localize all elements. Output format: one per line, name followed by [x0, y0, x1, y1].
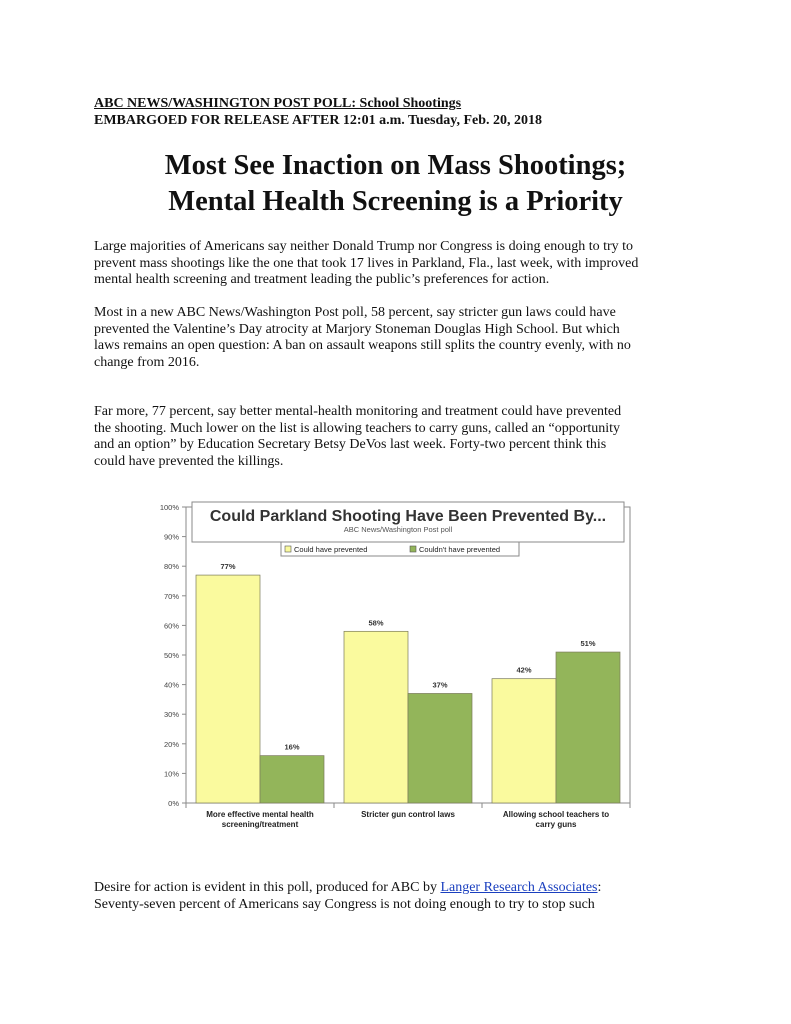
- paragraph-punctuation: :: [597, 880, 602, 895]
- paragraph-line: Large majorities of Americans say neither Donald Trump nor Congress is doing enough to try to: [94, 239, 634, 254]
- y-tick-label: 70%: [163, 591, 179, 601]
- y-tick-label: 20%: [163, 739, 179, 749]
- paragraph-line: Far more, 77 percent, say better mental-health monitoring and treatment could have prevented: [94, 404, 622, 419]
- paragraph-2: [94, 305, 709, 371]
- y-tick-label: 80%: [163, 562, 179, 572]
- y-tick-label: 60%: [163, 621, 179, 631]
- paragraph-line: Most in a new ABC News/Washington Post poll, 58 percent, say stricter gun laws could have: [94, 305, 616, 320]
- headline-line-1: Most See Inaction on Mass Shootings;: [164, 150, 627, 181]
- y-tick-label: 0%: [168, 799, 179, 808]
- embargo-line: EMBARGOED FOR RELEASE AFTER 12:01 a.m. Tuesday, Feb. 20, 2018: [94, 113, 543, 128]
- paragraph-line: prevented the Valentine’s Day atrocity at Marjory Stoneman Douglas High School. But which: [94, 321, 620, 337]
- bar: [556, 652, 620, 803]
- x-category-label: carry guns: [535, 820, 577, 829]
- paragraph-line: change from 2016.: [94, 354, 200, 370]
- langer-research-link[interactable]: Langer Research Associates: [440, 880, 598, 895]
- bar: [408, 693, 472, 803]
- paragraph-line: could have prevented the killings.: [94, 453, 284, 469]
- chart-title: Could Parkland Shooting Have Been Prevented By...: [209, 508, 607, 525]
- chart-subtitle: ABC News/Washington Post poll: [343, 525, 453, 534]
- paragraph-4: [94, 880, 709, 913]
- y-tick-label: 90%: [163, 532, 179, 542]
- paragraph-line: Seventy-seven percent of Americans say Congress is not doing enough to try to stop such: [94, 896, 595, 912]
- bar-value-label: 37%: [432, 680, 448, 690]
- x-category-label: Allowing school teachers to: [502, 810, 610, 819]
- legend-swatch: [285, 546, 291, 552]
- paragraph-line: laws remains an open question: A ban on assault weapons still splits the country evenly, with no: [94, 338, 631, 353]
- paragraph-line: Desire for action is evident in this poll, produced for ABC by: [94, 880, 441, 895]
- paragraph-line: the shooting. Much lower on the list is allowing teachers to carry guns, called an “opportunity: [94, 420, 621, 436]
- bar: [196, 575, 260, 803]
- headline-line-2: Mental Health Screening is a Priority: [168, 186, 623, 217]
- bar: [260, 756, 324, 803]
- paragraph-line: prevent mass shootings like the one that took 17 lives in Parkland, Fla., last week, with improved: [94, 255, 639, 271]
- paragraph-1: [94, 239, 709, 289]
- poll-header: ABC NEWS/WASHINGTON POST POLL: School Shootings: [94, 96, 462, 111]
- y-tick-label: 100%: [159, 503, 179, 512]
- chart-svg: [148, 497, 652, 842]
- y-tick-label: 40%: [163, 680, 179, 690]
- legend-label: Could have prevented: [294, 545, 368, 554]
- y-tick-label: 30%: [163, 710, 179, 720]
- bar: [492, 679, 556, 803]
- legend-swatch: [410, 546, 416, 552]
- x-category-label: More effective mental health: [206, 810, 314, 819]
- y-tick-label: 50%: [163, 651, 179, 660]
- bar-value-label: 77%: [220, 562, 236, 572]
- bar: [344, 631, 408, 803]
- bar-value-label: 42%: [516, 665, 532, 675]
- bar-value-label: 51%: [580, 639, 596, 649]
- x-category-label: screening/treatment: [221, 820, 299, 829]
- bar-chart: [148, 497, 652, 842]
- paragraph-line: and an option” by Education Secretary Betsy DeVos last week. Forty-two percent think this: [94, 437, 607, 452]
- bar-value-label: 58%: [368, 618, 384, 628]
- legend-label: Couldn't have prevented: [419, 545, 501, 554]
- y-tick-label: 10%: [163, 769, 179, 779]
- paragraph-3: [94, 404, 709, 470]
- paragraph-line: mental health screening and treatment leading the public’s preferences for action.: [94, 272, 550, 287]
- x-category-label: Stricter gun control laws: [361, 810, 455, 819]
- bar-value-label: 16%: [284, 742, 300, 752]
- headline: [0, 148, 791, 220]
